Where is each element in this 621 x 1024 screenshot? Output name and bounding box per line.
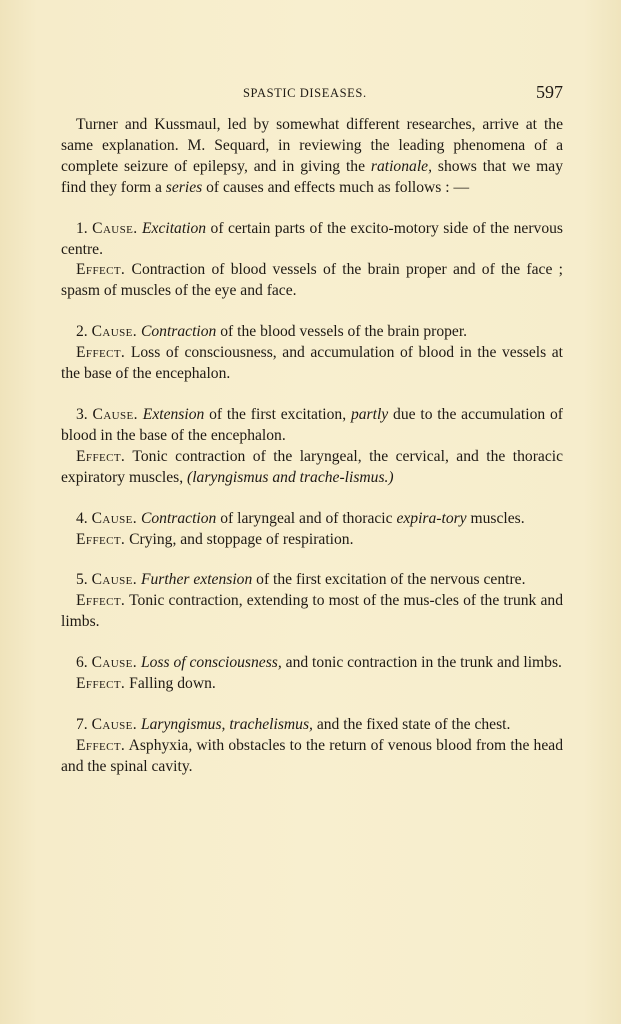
series-item-6 xyxy=(61,653,563,695)
item-number: 4. xyxy=(76,509,88,527)
effect-label: Effect. xyxy=(76,344,126,362)
cause-paragraph xyxy=(61,715,563,736)
effect-paragraph xyxy=(61,260,563,302)
cause-label: Cause. xyxy=(91,323,138,341)
page-number: 597 xyxy=(536,82,563,102)
effect-emphasis: (laryngismus and trache-lismus.) xyxy=(187,468,394,486)
item-number: 7. xyxy=(76,715,88,733)
cause-emphasis: Extension xyxy=(142,405,205,423)
effect-label: Effect. xyxy=(76,736,126,754)
cause-emphasis: Loss of consciousness, xyxy=(140,654,282,672)
intro-text-1: Turner and Kussmaul, led by somewhat different researches, arrive at the same explanation. M. Sequard, in reviewing the leading phenomena of a complete seizure of epilepsy, and in giving the xyxy=(61,116,563,175)
cause-label: Cause. xyxy=(91,571,138,589)
cause-text: and the fixed state of the chest. xyxy=(312,715,511,733)
cause-text: of the blood vessels of the brain proper. xyxy=(216,323,468,341)
item-number: 3. xyxy=(76,405,88,423)
cause-label: Cause. xyxy=(91,509,138,527)
intro-text-2: shows that we may find they form a xyxy=(61,157,563,196)
effect-label: Effect. xyxy=(76,447,126,465)
cause-paragraph xyxy=(61,653,563,674)
series-item-5 xyxy=(61,570,563,633)
intro-em-series: series xyxy=(165,178,203,196)
running-title: SPASTIC DISEASES. xyxy=(243,86,367,100)
cause-paragraph xyxy=(61,509,563,530)
effect-text: Contraction of blood vessels of the brain proper and of the face ; spasm of muscles of the eye and face. xyxy=(61,261,563,300)
cause-paragraph xyxy=(61,570,563,591)
running-header xyxy=(61,84,563,106)
effect-label: Effect. xyxy=(76,675,126,693)
cause-text-2: due to the accumulation of blood in the base of the encephalon. xyxy=(61,405,563,444)
effect-text: Falling down. xyxy=(125,675,216,693)
effect-text: Tonic contraction, extending to most of the mus-cles of the trunk and limbs. xyxy=(61,592,563,631)
cause-text: of the first excitation, xyxy=(204,405,351,423)
cause-emphasis-2: expira-tory xyxy=(396,509,467,527)
series-item-2 xyxy=(61,322,563,385)
cause-paragraph xyxy=(61,322,563,343)
effect-label: Effect. xyxy=(76,261,126,279)
effect-label: Effect. xyxy=(76,592,126,610)
cause-paragraph xyxy=(61,219,563,261)
effect-paragraph xyxy=(61,591,563,633)
item-number: 1. xyxy=(76,219,88,237)
item-number: 6. xyxy=(76,654,88,672)
cause-emphasis: Laryngismus, trachelismus, xyxy=(140,715,313,733)
cause-label: Cause. xyxy=(92,219,138,237)
cause-text: of certain parts of the excito-motory side of the nervous centre. xyxy=(61,219,563,258)
item-number: 5. xyxy=(76,571,88,589)
cause-label: Cause. xyxy=(91,715,138,733)
cause-emphasis: Contraction xyxy=(140,323,217,341)
effect-text: Loss of consciousness, and accumulation of blood in the vessels at the base of the encephalon. xyxy=(61,344,563,383)
page-body xyxy=(61,115,563,798)
intro-em-rationale: rationale, xyxy=(370,157,432,175)
effect-text: Tonic contraction of the laryngeal, the cervical, and the thoracic expiratory muscles, xyxy=(61,447,563,486)
effect-paragraph xyxy=(61,447,563,489)
cause-text-2: muscles. xyxy=(466,509,525,527)
cause-text: of laryngeal and of thoracic xyxy=(216,509,397,527)
effect-text: Asphyxia, with obstacles to the return of venous blood from the head and the spinal cavity. xyxy=(61,736,563,775)
series-item-4 xyxy=(61,509,563,551)
cause-text: and tonic contraction in the trunk and limbs. xyxy=(281,654,562,672)
intro-paragraph xyxy=(61,115,563,199)
effect-label: Effect. xyxy=(76,530,126,548)
cause-emphasis: Further extension xyxy=(140,571,253,589)
series-item-7 xyxy=(61,715,563,778)
effect-text: Crying, and stoppage of respiration. xyxy=(125,530,354,548)
cause-emphasis-2: partly xyxy=(350,405,389,423)
cause-emphasis: Excitation xyxy=(142,219,207,237)
series-item-1 xyxy=(61,219,563,303)
effect-paragraph xyxy=(61,530,563,551)
cause-label: Cause. xyxy=(92,405,138,423)
effect-paragraph xyxy=(61,736,563,778)
effect-paragraph xyxy=(61,674,563,695)
cause-paragraph xyxy=(61,405,563,447)
series-item-3 xyxy=(61,405,563,489)
cause-label: Cause. xyxy=(91,654,138,672)
effect-paragraph xyxy=(61,343,563,385)
cause-text: of the first excitation of the nervous centre. xyxy=(252,571,526,589)
item-number: 2. xyxy=(76,323,88,341)
intro-text-3: of causes and effects much as follows : — xyxy=(202,178,470,196)
cause-emphasis: Contraction xyxy=(140,509,217,527)
